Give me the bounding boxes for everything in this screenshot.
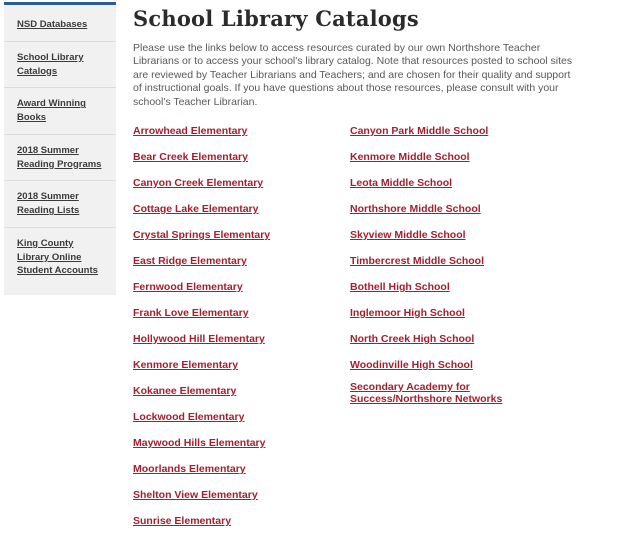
list-item [350, 303, 573, 321]
list-item [133, 511, 350, 529]
school-link[interactable]: Sunrise Elementary [133, 515, 232, 528]
list-item [133, 303, 350, 321]
sidebar-item[interactable]: King County Library Online Student Accounts [17, 237, 98, 277]
sidebar-item[interactable]: School Library Catalogs [4, 42, 116, 89]
school-link[interactable]: Canyon Creek Elementary [133, 177, 264, 190]
list-item [133, 407, 350, 425]
list-item [133, 329, 350, 347]
school-link[interactable]: Secondary Academy for Success/Northshore Networks [350, 381, 503, 406]
page-title: School Library Catalogs [133, 6, 419, 31]
school-link[interactable]: Kokanee Elementary [133, 385, 237, 398]
school-link[interactable]: Arrowhead Elementary [133, 125, 248, 138]
school-link[interactable]: Fernwood Elementary [133, 281, 243, 294]
list-item [133, 485, 350, 503]
list-item [133, 225, 350, 243]
list-item [133, 381, 350, 399]
list-item [133, 147, 350, 165]
school-link[interactable]: Kenmore Middle School [350, 151, 470, 164]
school-link[interactable]: Canyon Park Middle School [350, 125, 489, 138]
school-link[interactable]: Hollywood Hill Elementary [133, 333, 265, 346]
sidebar-item[interactable]: NSD Databases [4, 9, 116, 42]
school-link[interactable]: Bothell High School [350, 281, 450, 294]
secondary-school-links [350, 121, 573, 537]
list-item [350, 173, 573, 191]
school-link[interactable]: Woodinville High School [350, 359, 473, 372]
school-link[interactable]: Frank Love Elementary [133, 307, 249, 320]
list-item [133, 277, 350, 295]
school-link[interactable]: Skyview Middle School [350, 229, 466, 242]
list-item [350, 199, 573, 217]
school-link[interactable]: Inglemoor High School [350, 307, 465, 320]
list-item [350, 121, 573, 139]
school-link[interactable]: Crystal Springs Elementary [133, 229, 271, 242]
list-item [133, 173, 350, 191]
school-link[interactable]: Northshore Middle School [350, 203, 481, 216]
school-link[interactable]: East Ridge Elementary [133, 255, 247, 268]
list-item [133, 433, 350, 451]
list-item [133, 251, 350, 269]
list-item [350, 277, 573, 295]
school-link[interactable]: Moorlands Elementary [133, 463, 246, 476]
school-links [133, 121, 573, 537]
elementary-school-links [133, 121, 350, 537]
sidebar-item[interactable]: Award Winning Books [4, 88, 116, 135]
intro-paragraph: Please use the links below to access resources curated by our own Northshore Teacher Librarians or to access your school's library catalog. Note that resources posted to school sites are reviewed by Teacher Librarians and Teachers; and are chosen for their quality and support of instructional goals. If you have questions about those resources, please consult with your school's Teacher Librarian. [133, 42, 573, 108]
list-item [350, 329, 573, 347]
school-link[interactable]: Kenmore Elementary [133, 359, 239, 372]
sidebar-item[interactable]: 2018 Summer Reading Lists [4, 181, 116, 228]
school-link[interactable]: Maywood Hills Elementary [133, 437, 266, 450]
school-link[interactable]: Lockwood Elementary [133, 411, 245, 424]
list-item [133, 121, 350, 139]
list-item [133, 459, 350, 477]
school-link[interactable]: North Creek High School [350, 333, 475, 346]
sidebar-nav [4, 9, 116, 287]
school-link[interactable]: Cottage Lake Elementary [133, 203, 259, 216]
school-link[interactable]: Bear Creek Elementary [133, 151, 248, 164]
list-item [350, 355, 573, 373]
school-link[interactable]: Leota Middle School [350, 177, 453, 190]
list-item [133, 199, 350, 217]
list-item [350, 251, 573, 269]
list-item [350, 381, 573, 407]
school-link[interactable]: Shelton View Elementary [133, 489, 258, 502]
sidebar-item[interactable]: 2018 Summer Reading Programs [4, 135, 116, 182]
list-item [133, 355, 350, 373]
main-content [133, 6, 573, 537]
sidebar [4, 2, 116, 295]
list-item [350, 225, 573, 243]
school-link[interactable]: Timbercrest Middle School [350, 255, 485, 268]
list-item [350, 147, 573, 165]
